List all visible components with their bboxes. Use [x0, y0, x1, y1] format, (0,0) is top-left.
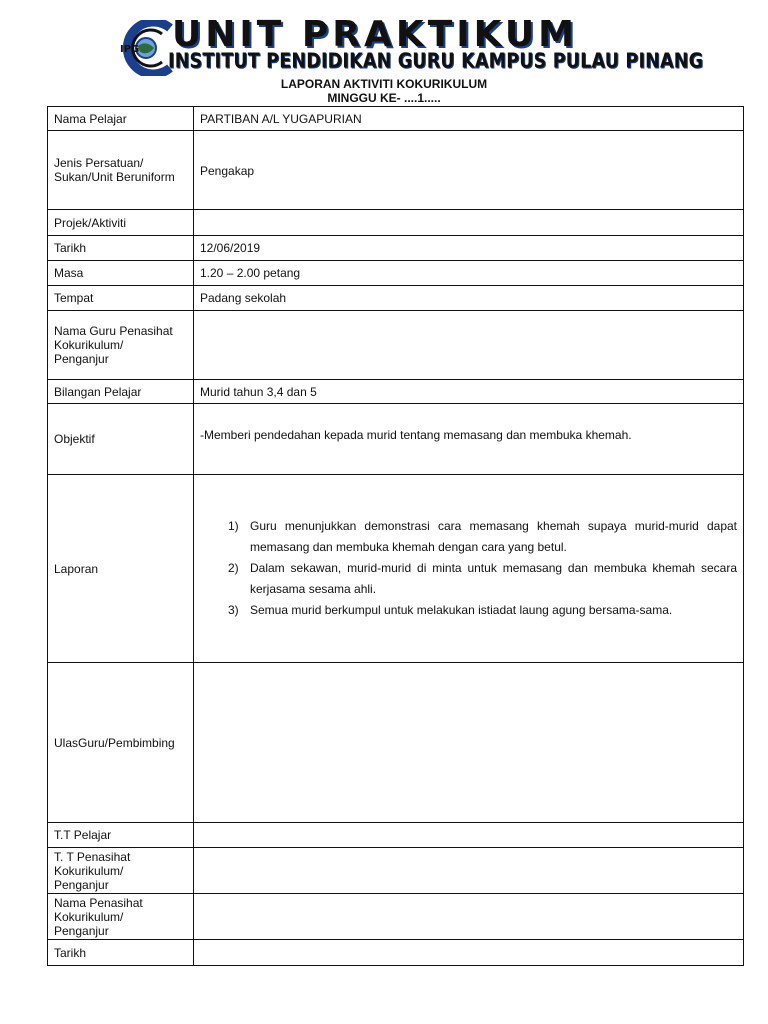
field-label: T.T Pelajar [48, 823, 194, 848]
field-value-date: 12/06/2019 [194, 236, 744, 261]
table-row [48, 475, 744, 663]
field-label: Laporan [48, 475, 194, 663]
report-form-table [47, 106, 744, 966]
list-text: Semua murid berkumpul untuk melakukan istiadat laung agung bersama-sama. [250, 603, 673, 617]
ipg-logo-icon [116, 20, 174, 76]
week-number: MINGGU KE- ....1..... [327, 91, 441, 105]
field-value-sign-date [194, 940, 744, 966]
field-value-advisor-name [194, 311, 744, 380]
field-label: UlasGuru/Pembimbing [48, 663, 194, 823]
report-list [200, 516, 737, 621]
field-label: Nama Pelajar [48, 107, 194, 131]
list-number: 3) [228, 603, 239, 617]
field-value-teacher-comment [194, 663, 744, 823]
logo-text: IPG [120, 44, 140, 55]
field-value-advisor-full-name [194, 894, 744, 940]
field-label: Tarikh [48, 940, 194, 966]
list-item [228, 516, 737, 558]
table-row [48, 107, 744, 131]
field-value-association: Pengakap [194, 131, 744, 210]
letterhead-title: UNIT PRAKTIKUM [172, 14, 578, 55]
field-label: T. T Penasihat Kokurikulum/ Penganjur [48, 848, 194, 894]
field-value-project [194, 210, 744, 236]
table-row [48, 940, 744, 966]
field-label: Nama Guru Penasihat Kokurikulum/ Penganjur [48, 311, 194, 380]
field-label: Bilangan Pelajar [48, 380, 194, 404]
letterhead [116, 14, 704, 76]
table-row [48, 404, 744, 475]
field-value-student-name: PARTIBAN A/L YUGAPURIAN [194, 107, 744, 131]
table-row [48, 894, 744, 940]
list-number: 2) [228, 561, 239, 575]
list-number: 1) [228, 519, 239, 533]
table-row [48, 286, 744, 311]
table-row [48, 823, 744, 848]
field-value-place: Padang sekolah [194, 286, 744, 311]
field-label: Projek/Aktiviti [48, 210, 194, 236]
table-row [48, 236, 744, 261]
field-label: Tempat [48, 286, 194, 311]
field-label: Jenis Persatuan/ Sukan/Unit Beruniform [48, 131, 194, 210]
field-value-report [194, 475, 744, 663]
table-row [48, 380, 744, 404]
table-row [48, 848, 744, 894]
field-label: Nama Penasihat Kokurikulum/ Penganjur [48, 894, 194, 940]
letterhead-subtitle: INSTITUT PENDIDIKAN GURU KAMPUS PULAU PINANG [168, 50, 704, 73]
list-item [228, 600, 737, 621]
field-value-objective: -Memberi pendedahan kepada murid tentang memasang dan membuka khemah. [194, 404, 744, 475]
field-value-advisor-signature [194, 848, 744, 894]
table-row [48, 210, 744, 236]
field-label: Objektif [48, 404, 194, 475]
field-value-time: 1.20 – 2.00 petang [194, 261, 744, 286]
report-title: LAPORAN AKTIVITI KOKURIKULUM [280, 77, 488, 91]
table-row [48, 663, 744, 823]
field-label: Masa [48, 261, 194, 286]
list-item [228, 558, 737, 600]
list-text: Guru menunjukkan demonstrasi cara memasang khemah supaya murid-murid dapat memasang dan membuka khemah dengan cara yang betul. [250, 519, 737, 554]
table-row [48, 131, 744, 210]
field-label: Tarikh [48, 236, 194, 261]
table-row [48, 311, 744, 380]
table-row [48, 261, 744, 286]
field-value-student-count: Murid tahun 3,4 dan 5 [194, 380, 744, 404]
list-text: Dalam sekawan, murid-murid di minta untuk memasang dan membuka khemah secara kerjasama sesama ahli. [250, 561, 737, 596]
field-value-student-signature [194, 823, 744, 848]
